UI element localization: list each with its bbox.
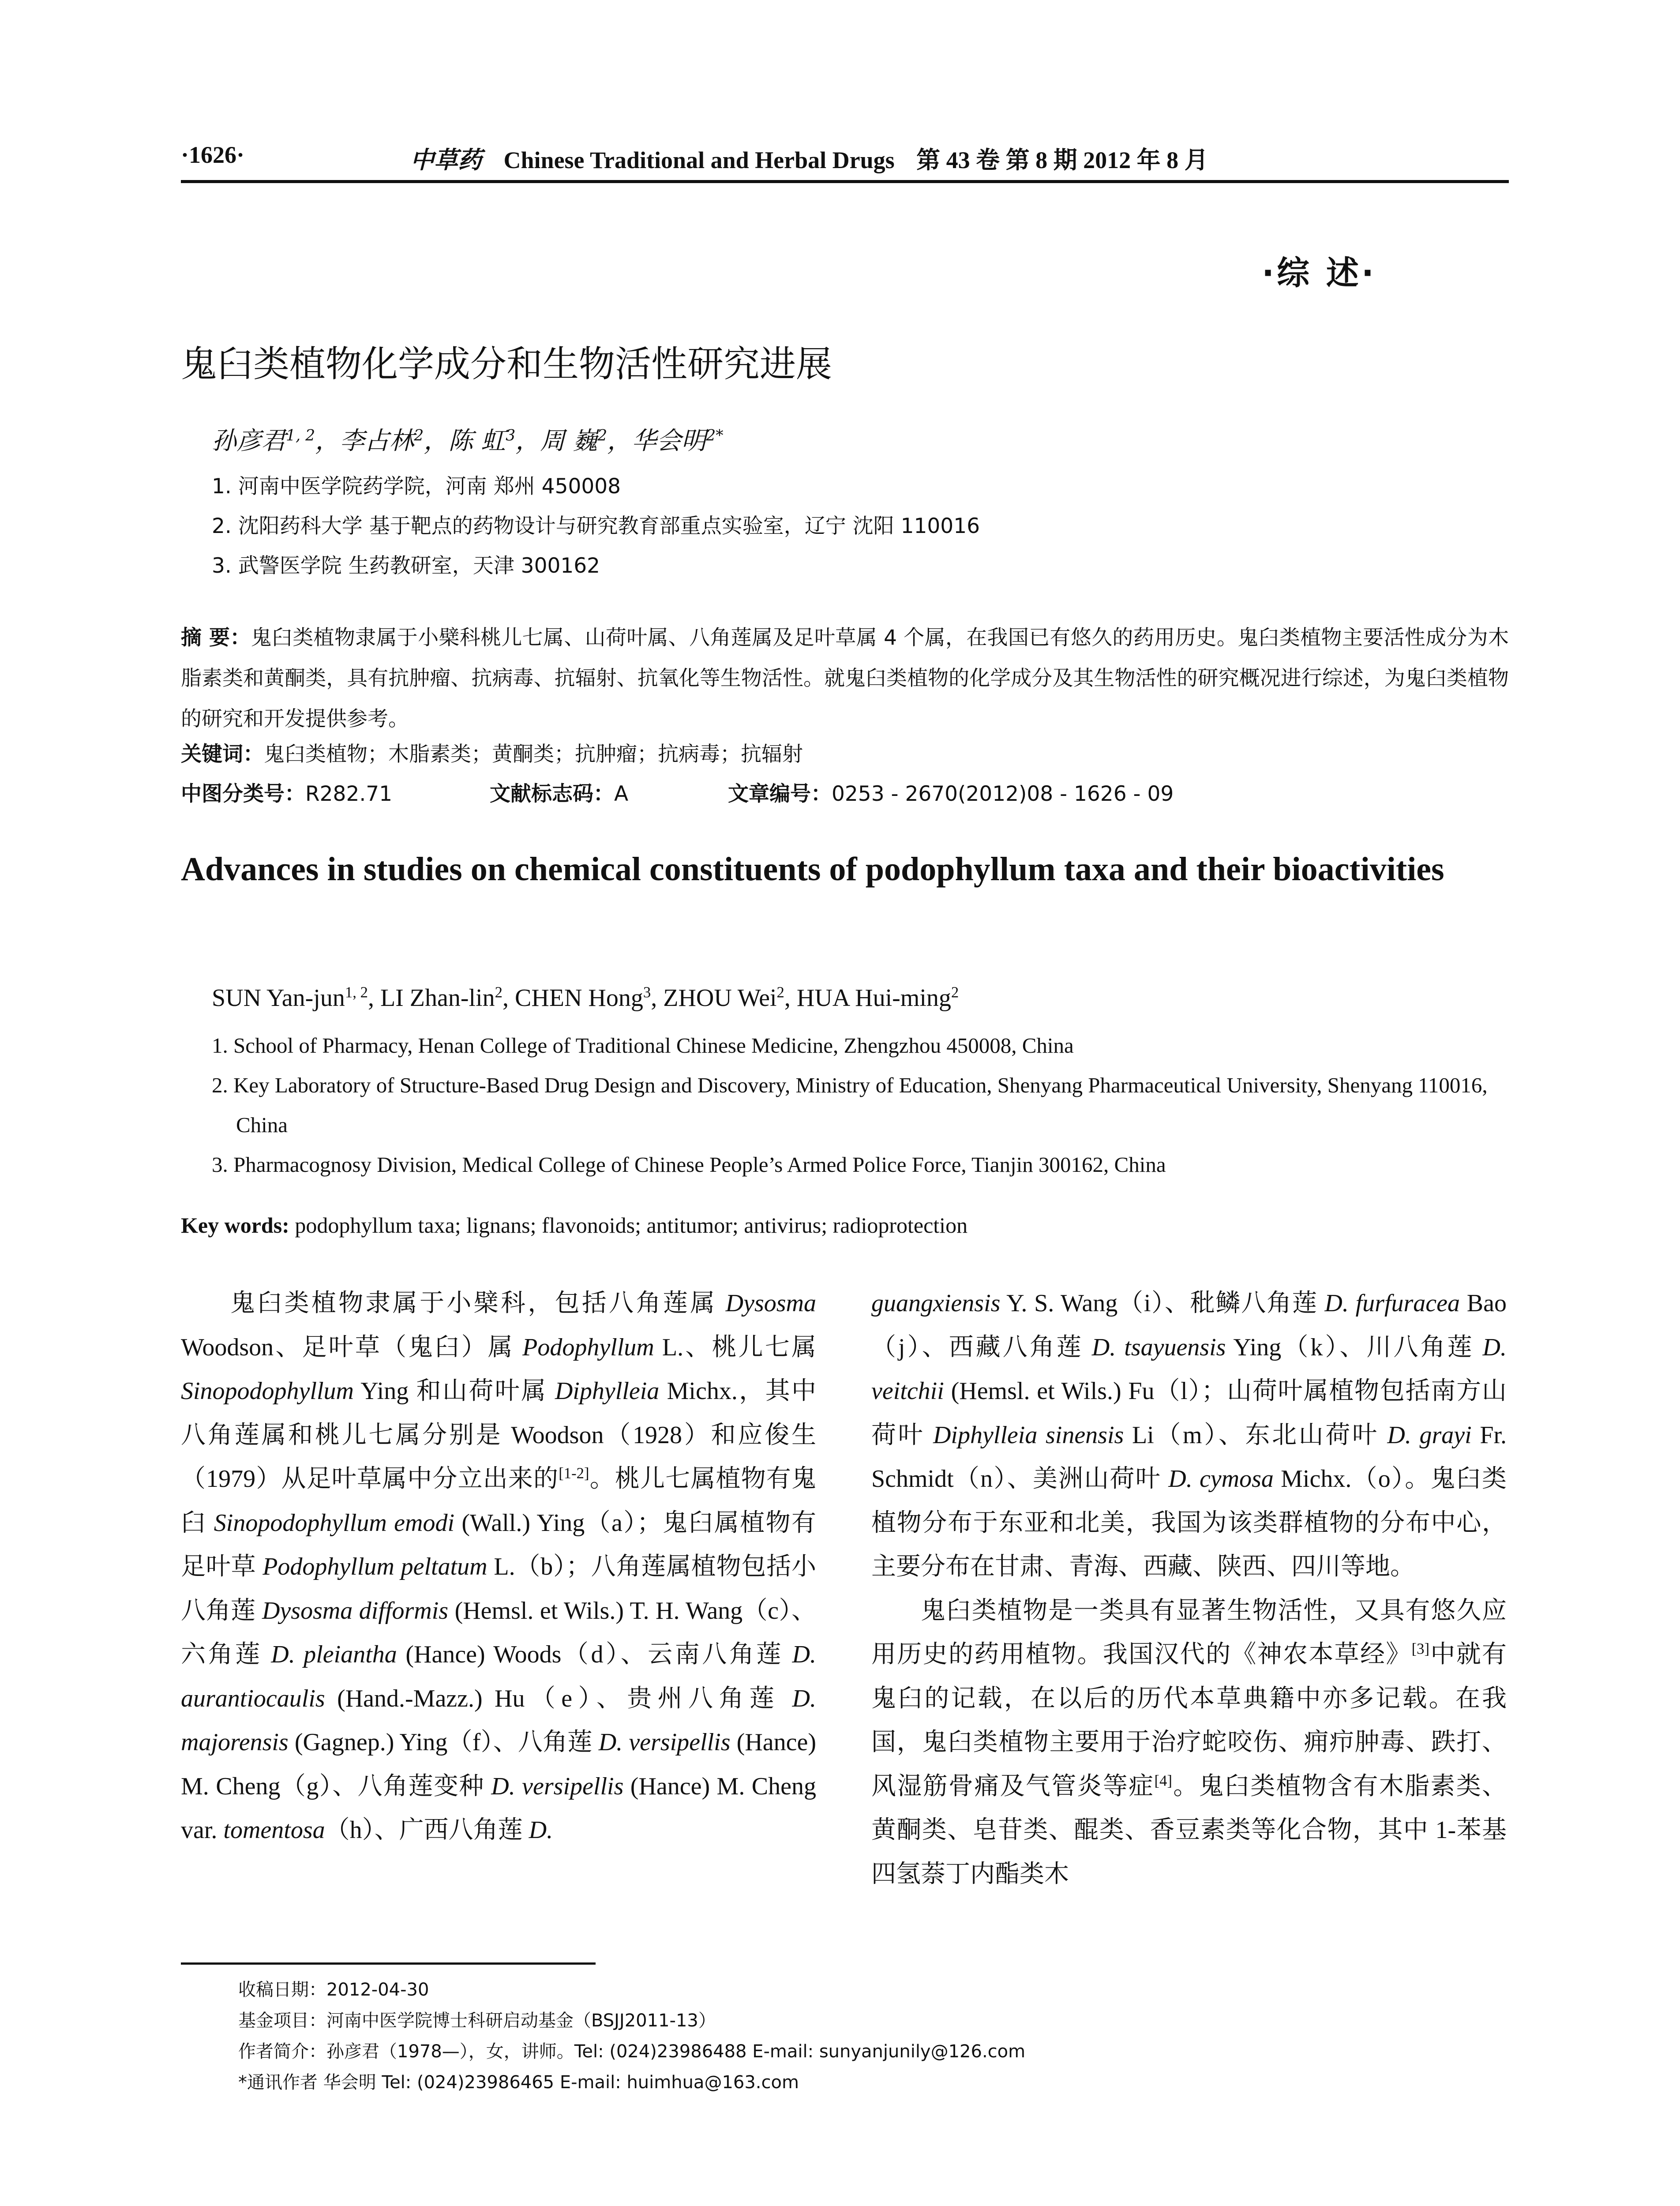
body-text: Li（m）、东北山荷叶 (1124, 1421, 1388, 1449)
document-code (490, 777, 628, 807)
body-text: Ying 和山荷叶属 (353, 1377, 555, 1405)
keywords-cn (181, 738, 1509, 767)
taxon-name: Dysosma (725, 1290, 816, 1317)
taxon-name: D. pleiantha (271, 1641, 397, 1668)
footnote-fund: 基金项目：河南中医学院博士科研启动基金（BSJJ2011-13） (238, 2011, 716, 2031)
author-cn-separator: ， (315, 427, 340, 455)
author-en-name: LI Zhan-lin (380, 984, 495, 1012)
author-en-name: ZHOU Wei (663, 984, 777, 1012)
journal-name-cn: 中草药 (410, 146, 482, 174)
body-text: 。桃儿七属植物有鬼臼 (181, 1465, 816, 1537)
header-rule (181, 180, 1509, 183)
journal-line (410, 141, 1208, 175)
body-text: Michx.（o）。鬼臼类植物分布于东亚和北美，我国为该类群植物的分布中心，主要分布在甘肃、青海、西藏、陕西、四川等地。 (871, 1465, 1507, 1580)
taxon-name: D. furfuracea (1324, 1290, 1460, 1317)
author-cn-name: 李占林 (340, 427, 414, 455)
taxon-name: D. majorensis (181, 1685, 816, 1756)
doc-value: A (614, 782, 629, 806)
article-value: 0253 - 2670(2012)08 - 1626 - 09 (832, 782, 1174, 806)
taxon-name: D. tsayuensis (1091, 1333, 1226, 1361)
taxon-name: tomentosa (223, 1816, 325, 1844)
taxon-name: guangxiensis (871, 1290, 1001, 1317)
author-cn-name: 华会明 (632, 427, 706, 455)
author-cn-affiliation-mark: 1, 2 (286, 427, 315, 445)
page-number: ·1626· (181, 142, 245, 168)
body-paragraph (871, 1589, 1507, 1897)
taxon-name: D. versipellis (598, 1729, 731, 1756)
section-tag: ·综 述· (1262, 254, 1376, 292)
taxon-name: Podophyllum peltatum (262, 1553, 488, 1580)
journal-name-en: Chinese Traditional and Herbal Drugs (503, 147, 895, 173)
body-text: (Hemsl. et Wils.) T. H. Wang（c）、六角莲 (181, 1597, 817, 1668)
author-en-name: CHEN Hong (514, 984, 643, 1012)
author-en-separator: , (651, 984, 664, 1012)
article-title-en: Advances in studies on chemical constituents of podophyllum taxa and their bioactivities (181, 851, 1444, 888)
author-en-separator: , (784, 984, 797, 1012)
taxon-name: Diphylleia (555, 1377, 660, 1405)
affiliation-cn-1: 1. 河南中医学院药学院，河南 郑州 450008 (212, 474, 621, 499)
doc-label: 文献标志码： (490, 782, 614, 806)
taxon-name: Sinopodophyllum emodi (214, 1509, 454, 1537)
author-en-separator: , (368, 984, 380, 1012)
body-text: (Hemsl. et Wils.) Fu（l）；山荷叶属植物包括南方山荷叶 (871, 1377, 1507, 1449)
body-paragraph (181, 1282, 816, 1853)
abstract-label: 摘 要： (181, 626, 251, 650)
body-text: (Gagnep.) Ying（f）、八角莲 (288, 1729, 599, 1756)
author-en-affiliation-mark: 2 (776, 983, 784, 1001)
running-header (181, 141, 1509, 176)
taxon-name: Dysosma difformis (262, 1597, 449, 1624)
body-text: Bao（j）、西藏八角莲 (871, 1290, 1507, 1361)
body-text: (Hand.-Mazz.) Hu（e）、贵州八角莲 (325, 1685, 792, 1712)
body-text: (Hance) M. Cheng（g）、八角莲变种 (181, 1729, 816, 1800)
classification-line (181, 777, 1509, 808)
author-cn-affiliation-mark: 2* (706, 427, 724, 445)
footnote-correspondence: *通讯作者 华会明 Tel: (024)23986465 E-mail: huimhua@163.com (238, 2072, 799, 2093)
author-cn-affiliation-mark: 3 (506, 427, 516, 445)
taxon-name: D. veitchii (871, 1333, 1507, 1405)
author-en-affiliation-mark: 2 (951, 983, 959, 1001)
affiliation-cn-2: 2. 沈阳药科大学 基于靶点的药物设计与研究教育部重点实验室，辽宁 沈阳 110016 (212, 514, 980, 538)
footnote-received-date: 收稿日期：2012-04-30 (238, 1980, 429, 2000)
author-cn-separator: ， (607, 427, 632, 455)
article-label: 文章编号： (728, 782, 832, 806)
taxon-name: D. grayi (1387, 1421, 1472, 1449)
body-text: 鬼臼类植物隶属于小檗科，包括八角莲属 (230, 1290, 726, 1317)
author-cn-affiliation-mark: 2 (414, 427, 424, 445)
affiliation-en-2: 2. Key Laboratory of Structure-Based Drug Design and Discovery, Ministry of Education, Shenyang Pharmaceutical University, Shenyang 110016, China (212, 1073, 1488, 1137)
author-cn-separator: ， (424, 427, 449, 455)
author-cn-name: 孙彦君 (212, 427, 286, 455)
author-cn-affiliation-mark: 2 (597, 427, 608, 445)
body-text: 中就有鬼臼的记载，在以后的历代本草典籍中亦多记载。在我国，鬼臼类植物主要用于治疗蛇咬伤、痈疖肿毒、跌打、风湿筋骨痛及气管炎等症 (871, 1641, 1507, 1800)
taxon-name: D. versipellis (491, 1772, 624, 1800)
body-column-right (871, 1282, 1507, 1896)
body-text: Ying（k）、川八角莲 (1226, 1333, 1483, 1361)
author-cn-separator: ， (515, 427, 540, 455)
citation-mark: [3] (1411, 1640, 1430, 1658)
clc-number (181, 777, 392, 807)
author-en-separator: , (502, 984, 515, 1012)
citation-mark: [1-2] (559, 1464, 589, 1482)
author-en-affiliation-mark: 3 (643, 983, 651, 1001)
clc-value: R282.71 (305, 782, 393, 806)
affiliation-cn-3: 3. 武警医学院 生药教研室，天津 300162 (212, 554, 600, 578)
keywords-cn-text: 鬼臼类植物；木脂素类；黄酮类；抗肿瘤；抗病毒；抗辐射 (264, 742, 803, 766)
author-cn-name: 周 巍 (540, 427, 598, 455)
author-en-affiliation-mark: 2 (495, 983, 502, 1001)
body-paragraph (871, 1282, 1507, 1589)
affiliation-en-1: 1. School of Pharmacy, Henan College of Traditional Chinese Medicine, Zhengzhou 450008, China (212, 1033, 1074, 1058)
body-text: (Hance) M. Cheng var. (181, 1772, 816, 1844)
authors-cn (212, 421, 724, 457)
affiliation-en-3: 3. Pharmacognosy Division, Medical College of Chinese People’s Armed Police Force, Tianjin 300162, China (212, 1152, 1166, 1177)
body-text: (Wall.) Ying（a）；鬼臼属植物有足叶草 (181, 1509, 817, 1580)
body-text: Y. S. Wang（i）、秕鳞八角莲 (1000, 1290, 1325, 1317)
body-text: (Hance) Woods（d）、云南八角莲 (397, 1641, 792, 1668)
article-title-cn: 鬼臼类植物化学成分和生物活性研究进展 (181, 343, 832, 385)
footnote-author-bio: 作者简介：孙彦君（1978—），女，讲师。Tel: (024)23986488 E-mail: sunyanjunily@126.com (238, 2041, 1026, 2062)
keywords-cn-label: 关键词： (181, 742, 264, 766)
taxon-name: D. cymosa (1168, 1465, 1274, 1493)
body-text: 。鬼臼类植物含有木脂素类、黄酮类、皂苷类、醌类、香豆素类等化合物，其中 1-苯基四氢萘丁内酯类木 (871, 1772, 1507, 1888)
taxon-name: Podophyllum (522, 1333, 654, 1361)
abstract-text: 鬼臼类植物隶属于小檗科桃儿七属、山荷叶属、八角莲属及足叶草属 4 个属，在我国已有悠久的药用历史。鬼臼类植物主要活性成分为木脂素类和黄酮类，具有抗肿瘤、抗病毒、抗辐射、抗氧化等生物活性。就鬼臼类植物的化学成分及其生物活性的研究概况进行综述，为鬼臼类植物的研究和开发提供参考。 (181, 626, 1509, 731)
article-number (728, 777, 1174, 807)
body-text: L.、桃儿七属 (654, 1333, 816, 1361)
body-text: Michx.，其中八角莲属和桃儿七属分别是 Woodson（1928）和应俊生（1979）从足叶草属中分立出来的 (181, 1377, 816, 1493)
authors-en (212, 984, 959, 1012)
keywords-en (181, 1212, 968, 1238)
clc-label: 中图分类号： (181, 782, 305, 806)
body-column-left (181, 1282, 816, 1853)
keywords-en-label: Key words: (181, 1213, 289, 1238)
author-cn-name: 陈 虹 (448, 427, 506, 455)
author-en-name: SUN Yan-jun (212, 984, 345, 1012)
author-en-name: HUA Hui-ming (796, 984, 951, 1012)
author-en-affiliation-mark: 1, 2 (345, 983, 368, 1001)
body-text: Fr. Schmidt（n）、美洲山荷叶 (871, 1421, 1507, 1493)
footnote-rule (181, 1962, 596, 1965)
journal-issue: 第 43 卷 第 8 期 2012 年 8 月 (916, 147, 1208, 173)
body-text: L.（b）；八角莲属植物包括小八角莲 (181, 1553, 817, 1624)
taxon-name: Sinopodophyllum (181, 1377, 354, 1405)
citation-mark: [4] (1154, 1771, 1172, 1789)
taxon-name: Diphylleia sinensis (933, 1421, 1124, 1449)
abstract-cn (181, 618, 1509, 739)
taxon-name: D. aurantiocaulis (181, 1641, 816, 1712)
body-text: Woodson、足叶草（鬼臼）属 (181, 1333, 523, 1361)
body-text: （h）、广西八角莲 (325, 1816, 529, 1844)
body-text: 鬼臼类植物是一类具有显著生物活性，又具有悠久应用历史的药用植物。我国汉代的《神农本草经》 (871, 1597, 1507, 1668)
keywords-en-text: podophyllum taxa; lignans; flavonoids; antitumor; antivirus; radioprotection (289, 1213, 968, 1238)
taxon-name: D. (529, 1816, 553, 1844)
